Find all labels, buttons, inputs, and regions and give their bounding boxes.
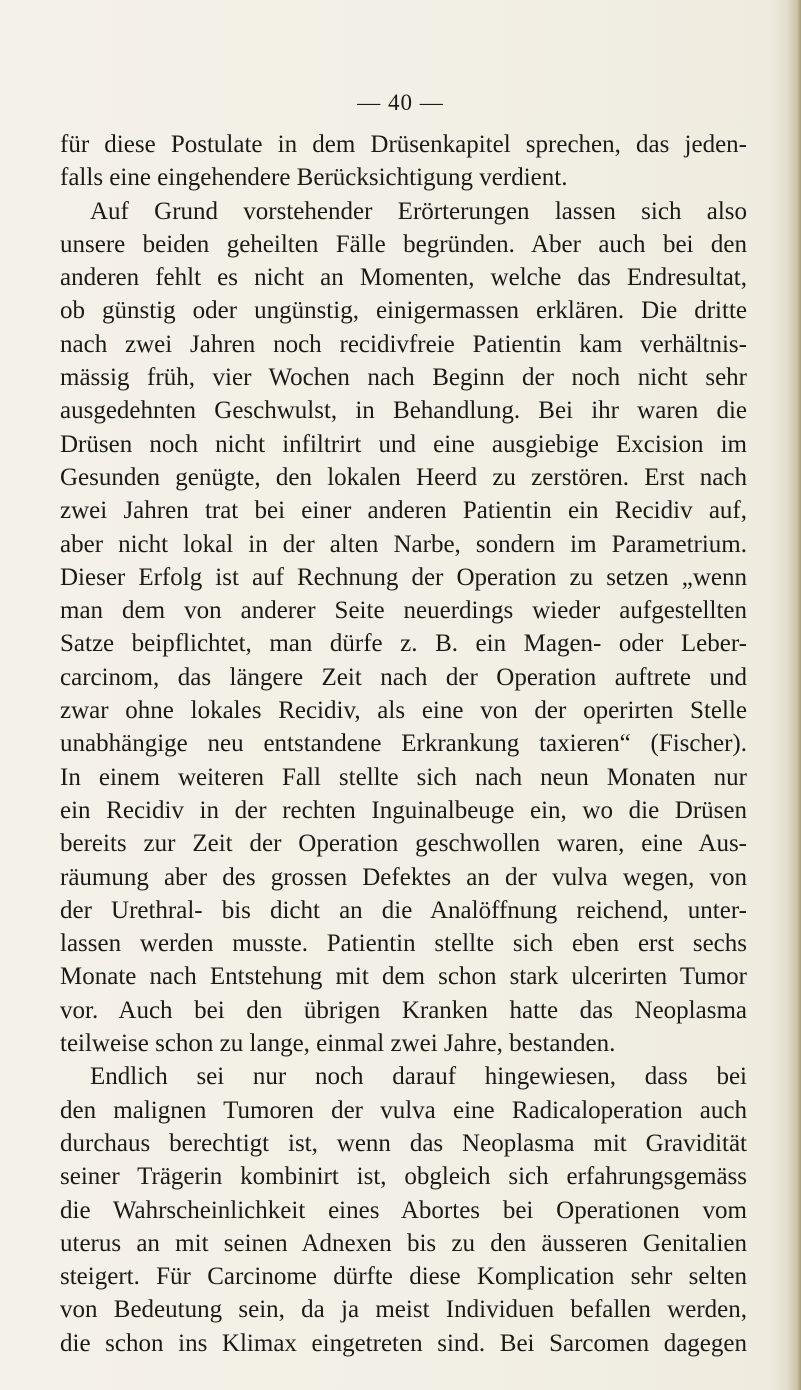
text-line: anderen fehlt es nicht an Momenten, welche das Endresultat, xyxy=(60,264,747,292)
text-line: Auf Grund vorstehender Erörterungen lassen sich also xyxy=(90,197,747,225)
text-line: zwei Jahren trat bei einer anderen Patientin ein Recidiv auf, xyxy=(60,497,747,525)
text-line: räumung aber des grossen Defektes an der vulva wegen, von xyxy=(60,863,747,891)
text-line: nach zwei Jahren noch recidivfreie Patientin kam verhältnis- xyxy=(60,330,747,358)
text-line: Monate nach Entstehung mit dem schon stark ulcerirten Tumor xyxy=(60,963,747,991)
text-line: unabhängige neu entstandene Erkrankung taxieren“ (Fischer). xyxy=(60,730,747,758)
text-line: die schon ins Klimax eingetreten sind. Bei Sarcomen dagegen xyxy=(60,1329,747,1357)
text-line: unsere beiden geheilten Fälle begründen. Aber auch bei den xyxy=(60,230,747,258)
body-text xyxy=(60,128,747,1360)
text-line: von Bedeutung sein, da ja meist Individuen befallen werden, xyxy=(60,1296,747,1324)
text-line: durchaus berechtigt ist, wenn das Neoplasma mit Gravidität xyxy=(60,1129,747,1157)
text-line: Drüsen noch nicht infiltrirt und eine ausgiebige Excision im xyxy=(60,430,747,458)
text-line: teilweise schon zu lange, einmal zwei Jahre, bestanden. xyxy=(60,1030,616,1058)
text-line: uterus an mit seinen Adnexen bis zu den äusseren Genitalien xyxy=(60,1229,747,1257)
text-line: zwar ohne lokales Recidiv, als eine von der operirten Stelle xyxy=(60,697,747,725)
text-line: aber nicht lokal in der alten Narbe, sondern im Parametrium. xyxy=(60,530,747,558)
text-line: für diese Postulate in dem Drüsenkapitel sprechen, das jeden- xyxy=(60,131,747,158)
text-line: die Wahrscheinlichkeit eines Abortes bei Operationen vom xyxy=(60,1196,747,1224)
text-line: Dieser Erfolg ist auf Rechnung der Operation zu setzen „wenn xyxy=(60,563,747,591)
text-line: steigert. Für Carcinome dürfte diese Komplication sehr selten xyxy=(60,1263,747,1291)
text-line: bereits zur Zeit der Operation geschwollen waren, eine Aus- xyxy=(60,830,747,858)
text-line: lassen werden musste. Patientin stellte sich eben erst sechs xyxy=(60,930,747,958)
text-line: ein Recidiv in der rechten Inguinalbeuge ein, wo die Drüsen xyxy=(60,796,747,824)
text-line: seiner Trägerin kombinirt ist, obgleich sich erfahrungsgemäss xyxy=(60,1163,747,1191)
text-line: man dem von anderer Seite neuerdings wieder aufgestellten xyxy=(60,597,747,625)
text-line: Satze beipflichtet, man dürfe z. B. ein Magen- oder Leber- xyxy=(60,630,747,658)
text-line: ausgedehnten Geschwulst, in Behandlung. Bei ihr waren die xyxy=(60,397,747,425)
page-edge-shadow xyxy=(787,0,801,1390)
text-line: vor. Auch bei den übrigen Kranken hatte das Neoplasma xyxy=(60,996,747,1024)
text-line: In einem weiteren Fall stellte sich nach neun Monaten nur xyxy=(60,763,747,791)
page-number: — 40 — xyxy=(357,90,444,115)
text-line: mässig früh, vier Wochen nach Beginn der noch nicht sehr xyxy=(60,364,747,392)
text-line: ob günstig oder ungünstig, einigermassen erklären. Die dritte xyxy=(60,297,747,325)
text-line: Gesunden genügte, den lokalen Heerd zu zerstören. Erst nach xyxy=(60,463,747,491)
text-line: der Urethral- bis dicht an die Analöffnung reichend, unter- xyxy=(60,896,747,924)
text-line: den malignen Tumoren der vulva eine Radicaloperation auch xyxy=(60,1096,747,1124)
text-line: carcinom, das längere Zeit nach der Operation auftrete und xyxy=(60,663,747,691)
text-line: falls eine eingehendere Berücksichtigung verdient. xyxy=(60,164,568,192)
text-line: Endlich sei nur noch darauf hingewiesen, dass bei xyxy=(90,1063,747,1091)
